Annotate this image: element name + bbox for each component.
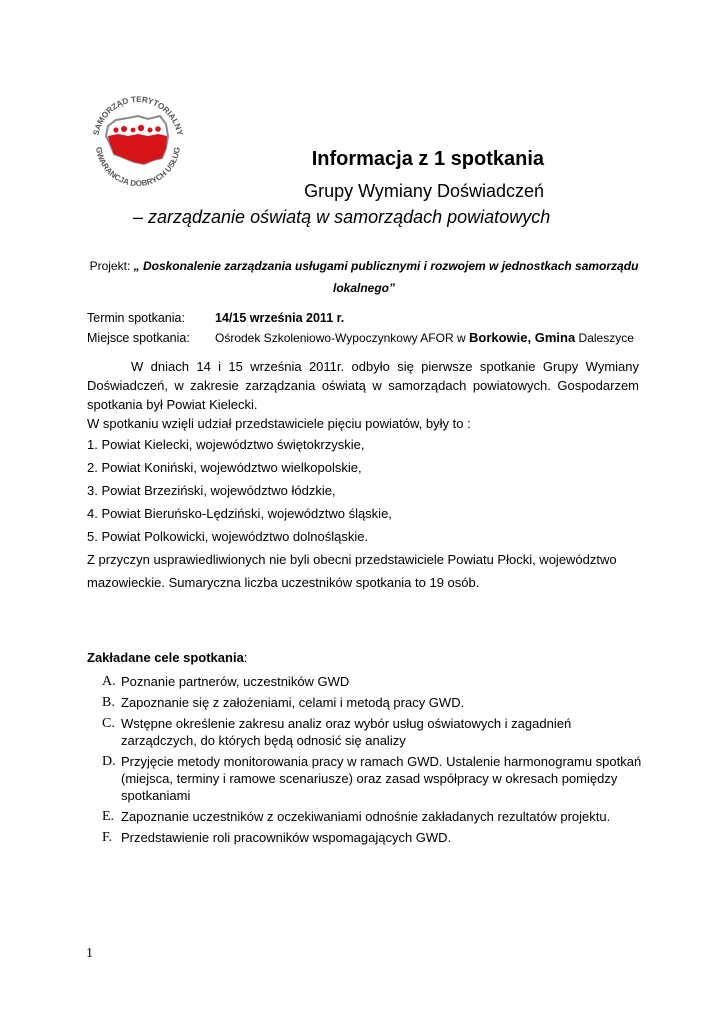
logo-dot — [131, 128, 136, 133]
goal-text: Zapoznanie się z założeniami, celami i metodą pracy GWD. — [121, 695, 465, 710]
logo-dot — [155, 126, 161, 132]
page-subtitle: Grupy Wymiany Doświadczeń — [304, 181, 544, 201]
participant-item: 2. Powiat Koniński, województwo wielkopolskie, — [87, 460, 362, 475]
meeting-place-bold: Borkowie, Gmina — [468, 330, 576, 345]
logo-text-top: SAMORZĄD TERYTORIALNY — [91, 94, 185, 137]
goal-letter: E. — [102, 809, 115, 824]
goals-heading-colon: : — [243, 650, 248, 665]
meeting-date-value: 14/15 września 2011 r. — [215, 311, 345, 325]
intro-paragraph: W dniach 14 i 15 września 2011r. odbyło się pierwsze spotkanie Grupy Wymiany Doświadczeń, w zakresie zarządzania oświatą w samorządach powiatowych. Gospodarzem spotkania był Powiat Kielecki. — [87, 359, 639, 412]
project-label: Projekt: — [89, 259, 134, 273]
meeting-place-suffix: Daleszyce — [575, 331, 634, 345]
goals-list — [102, 673, 642, 850]
goal-letter: F. — [102, 830, 113, 845]
meeting-place-label: Miejsce spotkania: — [87, 331, 190, 345]
meeting-meta — [87, 309, 634, 347]
goal-text: Zapoznanie uczestników z oczekiwaniami odnośnie zakładanych rezultatów projektu. — [121, 809, 611, 824]
absence-note: Z przyczyn usprawiedliwionych nie byli obecni przedstawiciele Powiatu Płocki, województwo mazowieckie. Sumaryczna liczba uczestników spotkania to 19 osób. — [87, 552, 617, 590]
goal-item — [102, 829, 642, 846]
page-topic: – zarządzanie oświatą w samorządach powiatowych — [133, 207, 551, 227]
goal-letter: B. — [102, 695, 115, 710]
meeting-date-label: Termin spotkania: — [87, 311, 185, 325]
goal-item — [102, 694, 642, 711]
project-line — [84, 255, 644, 299]
page-number: 1 — [86, 946, 93, 961]
goal-text: Przedstawienie roli pracowników wspomagających GWD. — [121, 830, 452, 845]
meeting-place-prefix: Ośrodek Szkoleniowo-Wypoczynkowy AFOR w — [215, 331, 469, 345]
project-text: „ Doskonalenie zarządzania usługami publicznymi i rozwojem w jednostkach samorządu lokalnego” — [133, 259, 639, 295]
goal-letter: D. — [102, 754, 116, 769]
goal-item — [102, 673, 642, 690]
logo-text-bottom: GWARANCJA DOBRYCH USŁUG — [94, 146, 182, 189]
goal-item — [102, 715, 642, 749]
participant-item: 3. Powiat Brzeziński, województwo łódzkie, — [87, 483, 336, 498]
goal-item — [102, 753, 642, 804]
goal-letter: A. — [102, 674, 116, 689]
meeting-place-row — [87, 328, 634, 347]
meeting-date-row — [87, 309, 634, 328]
report-body — [87, 357, 639, 594]
goal-text: Wstępne określenie zakresu analiz oraz wybór usług oświatowych i zagadnień zarządczych, do których będą odnosić się analizy — [121, 716, 572, 748]
goal-item — [102, 808, 642, 825]
goal-text: Przyjęcie metody monitorowania pracy w ramach GWD. Ustalenie harmonogramu spotkań (miejsca, terminy i ramowe scenariusze) oraz zasad współpracy w okresach pomiędzy spotkaniami — [121, 754, 642, 803]
participants-intro: W spotkaniu wzięli udział przedstawiciele pięciu powiatów, były to : — [87, 416, 471, 431]
participant-item: 1. Powiat Kielecki, województwo świętokrzyskie, — [87, 437, 365, 452]
goals-heading — [87, 650, 247, 665]
participant-item: 5. Powiat Polkowicki, województwo dolnośląskie. — [87, 529, 369, 544]
goals-heading-text: Zakładane cele spotkania — [87, 650, 244, 665]
logo-dot — [138, 125, 144, 131]
logo-dot — [121, 126, 127, 132]
participant-item: 4. Powiat Bieruńsko-Lędziński, województwo śląskie, — [87, 506, 392, 521]
logo-dot — [148, 128, 153, 133]
goal-text: Poznanie partnerów, uczestników GWD — [121, 674, 350, 689]
samorzad-logo — [86, 86, 190, 190]
page-title: Informacja z 1 spotkania — [311, 148, 544, 170]
logo-dot — [113, 127, 118, 132]
goal-letter: C. — [102, 716, 115, 731]
